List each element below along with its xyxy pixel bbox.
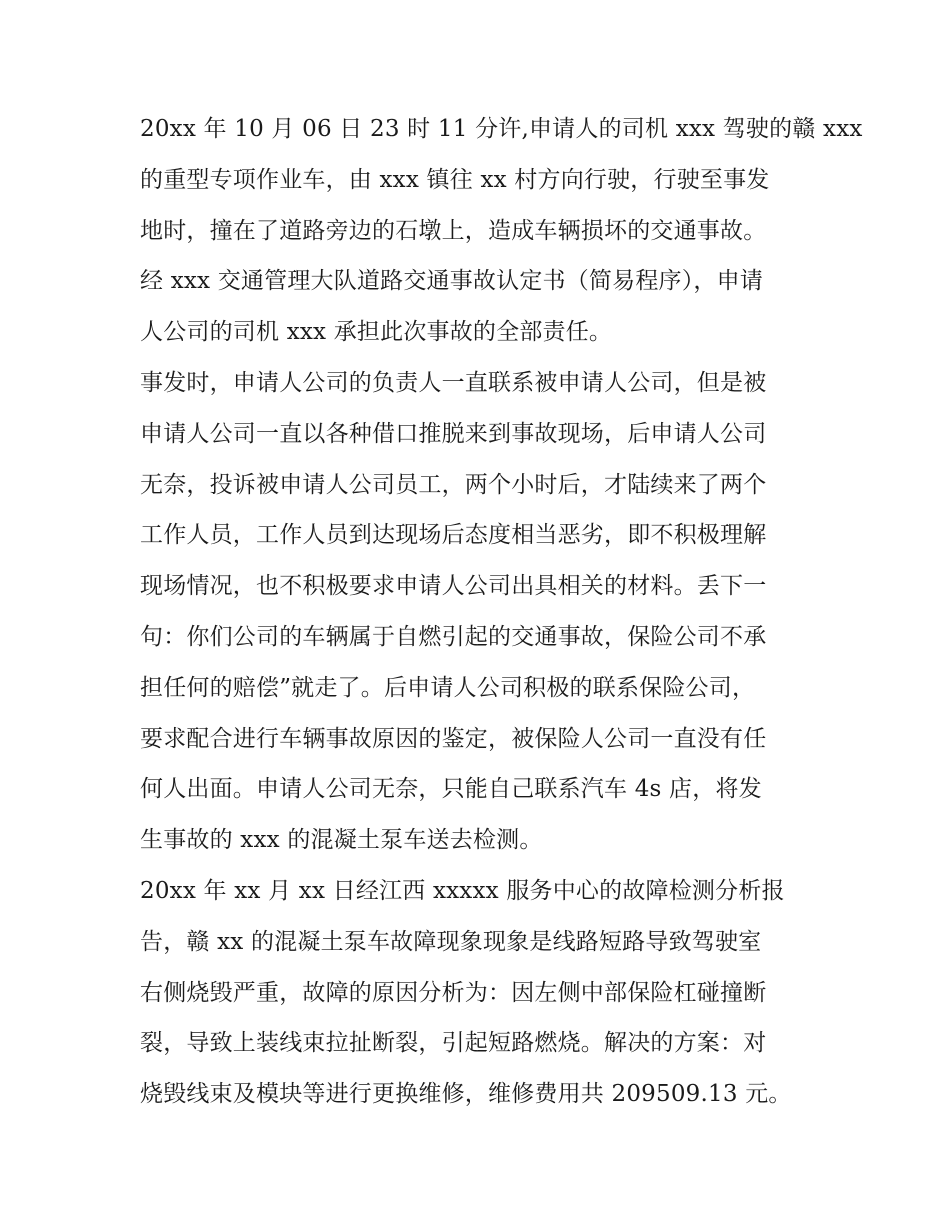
document-body <box>140 104 863 1120</box>
text-line: 现场情况，也不积极要求申请人公司出具相关的材料。丢下一 <box>140 573 767 600</box>
text-line: 烧毁线束及模块等进行更换维修，维修费用共 209509.13 元。 <box>140 1081 792 1108</box>
paragraph-inspection-report <box>140 866 830 1120</box>
text-line: 何人出面。申请人公司无奈，只能自己联系汽车 4s 店，将发 <box>140 776 762 803</box>
text-line: 裂，导致上装线束拉扯断裂，引起短路燃烧。解决的方案：对 <box>140 1030 767 1057</box>
text-line: 事发时，申请人公司的负责人一直联系被申请人公司，但是被 <box>140 369 767 396</box>
text-line: 告，赣 xx 的混凝土泵车故障现象现象是线路短路导致驾驶室 <box>140 928 762 955</box>
text-line: 担任何的赔偿”就走了。后申请人公司积极的联系保险公司， <box>140 674 756 701</box>
text-line: 地时，撞在了道路旁边的石墩上，造成车辆损坏的交通事故。 <box>140 217 767 244</box>
text-line: 经 xxx 交通管理大队道路交通事故认定书（简易程序），申请 <box>140 268 764 295</box>
paragraph-accident-description <box>140 104 863 358</box>
text-line: 无奈，投诉被申请人公司员工，两个小时后，才陆续来了两个 <box>140 471 767 498</box>
text-line: 右侧烧毁严重，故障的原因分析为：因左侧中部保险杠碰撞断 <box>140 979 767 1006</box>
text-line: 20xx 年 10 月 06 日 23 时 11 分许,申请人的司机 xxx 驾驶的赣 xxx <box>140 116 863 142</box>
text-line: 20xx 年 xx 月 xx 日经江西 xxxxx 服务中心的故障检测分析报 <box>140 877 785 904</box>
text-line: 要求配合进行车辆事故原因的鉴定，被保险人公司一直没有任 <box>140 725 767 752</box>
text-line: 工作人员，工作人员到达现场后态度相当恶劣，即不积极理解 <box>140 522 767 549</box>
text-line: 申请人公司一直以各种借口推脱来到事故现场，后申请人公司 <box>140 420 767 447</box>
paragraph-insurer-response <box>140 358 830 866</box>
text-line: 的重型专项作业车，由 xxx 镇往 xx 村方向行驶，行驶至事发 <box>140 166 770 193</box>
text-line: 句：你们公司的车辆属于自燃引起的交通事故，保险公司不承 <box>140 623 767 650</box>
text-line: 生事故的 xxx 的混凝土泵车送去检测。 <box>140 827 543 854</box>
text-line: 人公司的司机 xxx 承担此次事故的全部责任。 <box>140 319 613 346</box>
